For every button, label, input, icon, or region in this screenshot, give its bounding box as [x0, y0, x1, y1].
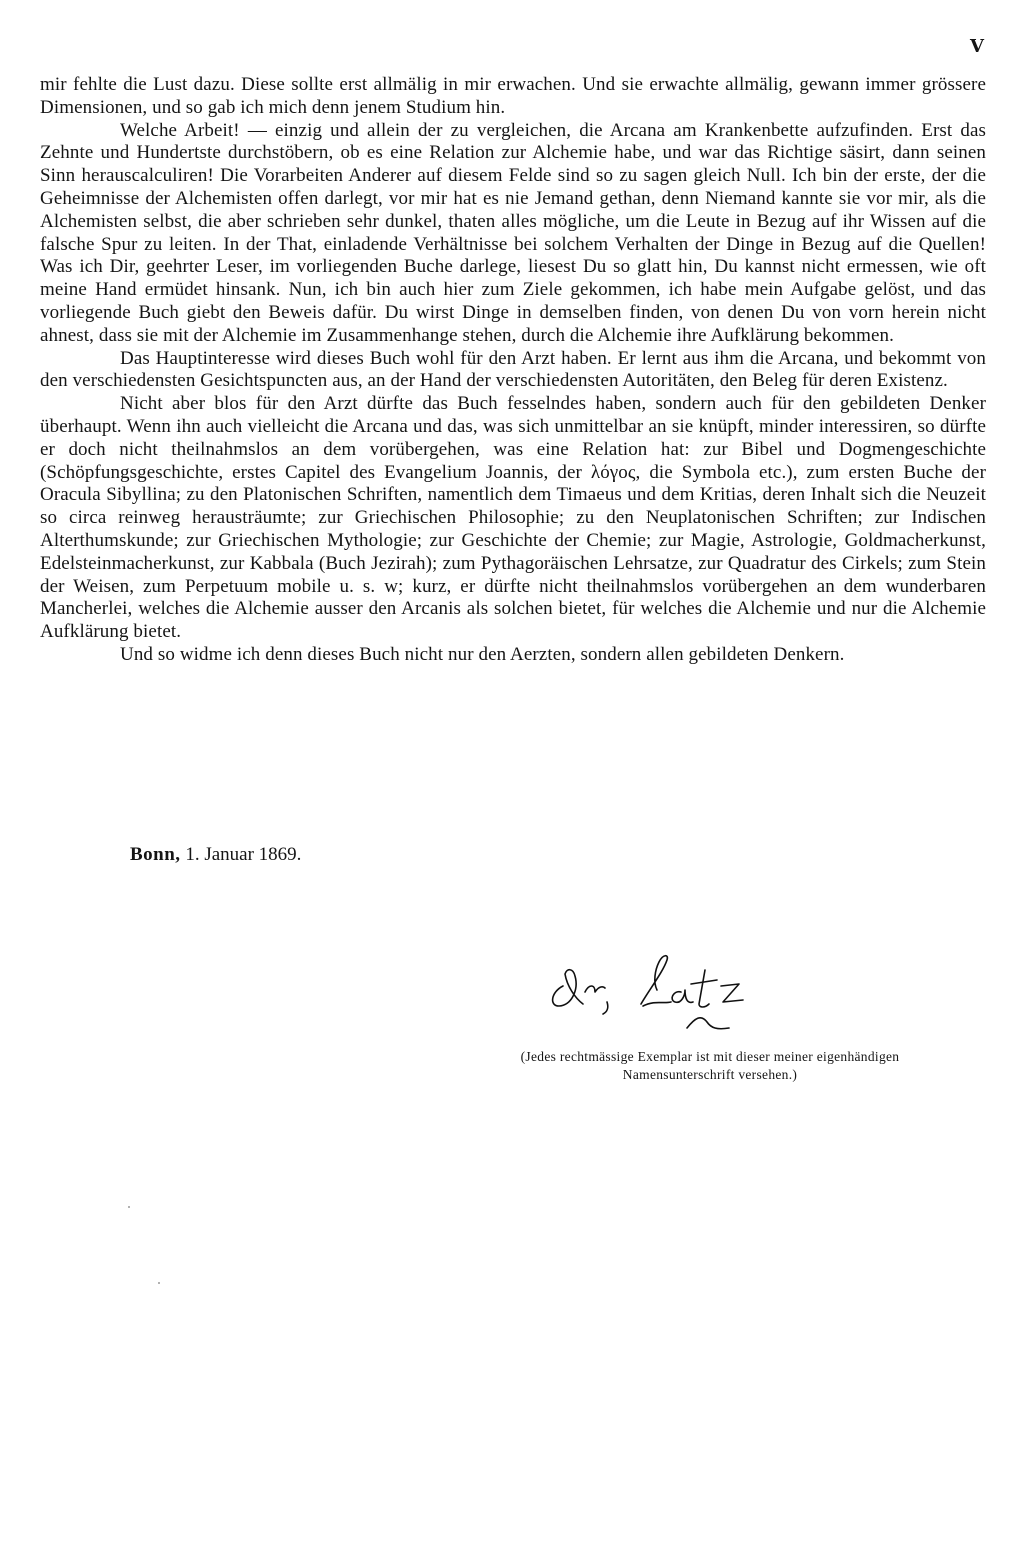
signature-note-line-2: Namensunterschrift versehen.) — [622, 1067, 798, 1082]
margin-mark — [158, 1282, 160, 1284]
paragraph-5: Und so widme ich denn dieses Buch nicht nur den Aerzten, sondern allen gebildeten Denkern. — [120, 643, 845, 665]
paragraph-4: Nicht aber blos für den Arzt dürfte das Buch fesselndes haben, sondern auch für den gebildeten Denker überhaupt. Wenn ihn auch vielleicht die Arcana und das, was sich unmittelbar an sie knüpft, minder interessiren, so dürfte er doch nicht theilnahmslos an dem vorübergehen, was eine Relation hat: zur Bibel und Dogmengeschichte (Schöpfungsgeschichte, erstes Capitel des Evangelium Joannis, der λόγος, die Symbola etc.), zum ersten Buche der Oracula Sibyllina; zu den Platonischen Schriften, namentlich dem Timaeus und dem Kritias, deren Inhalt sich die Neuzeit so circa reinweg herausträumte; zur Griechischen Philosophie; zu den Neuplatonischen Schriften; zur Indischen Alterthumskunde; zur Griechischen Mythologie; zur Geschichte der Chemie; zur Magie, Astrologie, Goldmacherkunst, Edelsteinmacherkunst, zur Kabbala (Buch Jezirah); zum Pythagoräischen Lehrsatze, zur Quadratur des Cirkels; zum Stein der Weisen, zum Perpetuum mobile u. s. w; kurz, er dürfte nicht theilnahmslos vorübergehen an dem wunderbaren Mancherlei, welches die Alchemie ausser den Arcanis als solchen bietet, für welches die Alchemie und nur die Alchemie Aufklärung bietet. — [40, 393, 986, 643]
paragraph-1: mir fehlte die Lust dazu. Diese sollte erst allmälig in mir erwachen. Und sie erwachte allmälig, gewann immer grössere Dimensionen, und so gab ich mich denn jenem Studium hin. — [40, 74, 986, 118]
page-number: V — [970, 36, 984, 57]
paragraph-2: Welche Arbeit! — einzig und allein der zu vergleichen, die Arcana am Krankenbette aufzufinden. Erst das Zehnte und Hundertste durchstöbern, ob es eine Relation zur Alchemie habe, und war das Richtige säsirt, dann seinen Sinn herauscalculiren! Die Vorarbeiten Anderer auf diesem Felde sind so zu sagen gleich Null. Ich bin der erste, der die Geheimnisse der Alchemisten offen darlegt, vor mir hat es nie Jemand gethan, denn Niemand kannte sie vor mir, als die Alchemisten selbst, die aber schrieben sehr dunkel, thaten alles mögliche, um die Leute in Bezug auf ihr Wissen auf die falsche Spur zu leiten. In der That, einladende Verhältnisse bei solchem Verhalten der Dinge in Bezug auf die Quellen! Was ich Dir, geehrter Leser, im vorliegenden Buche darlege, liesest Du so glatt hin, Du kannst nicht ermessen, wie oft meine Hand ermüdet hinsank. Nun, ich bin auch hier zum Ziele gekommen, ich habe mein Aufgabe gelöst, und das vorliegende Buch giebt den Beweis dafür. Du wirst Dinge in demselben finden, von denen Du von vorn herein nicht ahnest, dass sie mit der Alchemie im Zusammenhange stehen, durch die Alchemie ihre Aufklärung bekommen. — [40, 119, 986, 346]
paragraph-3: Das Hauptinteresse wird dieses Buch wohl für den Arzt haben. Er lernt aus ihm die Arcana, und bekommt von den verschiedensten Gesichtspuncten aus, an der Hand der verschiedensten Autoritäten, den Beleg für deren Existenz. — [40, 347, 986, 392]
dateline-date: 1. Januar 1869. — [185, 844, 302, 865]
handwritten-signature — [545, 950, 775, 1040]
dateline — [130, 844, 301, 866]
signature-text: Dr. Latz — [545, 950, 549, 951]
margin-mark — [128, 1206, 130, 1208]
body-text — [40, 74, 986, 667]
dateline-place: Bonn, — [130, 844, 181, 865]
signature-note — [430, 1048, 990, 1084]
signature-note-line-1: (Jedes rechtmässige Exemplar ist mit dieser meiner eigenhändigen — [520, 1049, 900, 1064]
